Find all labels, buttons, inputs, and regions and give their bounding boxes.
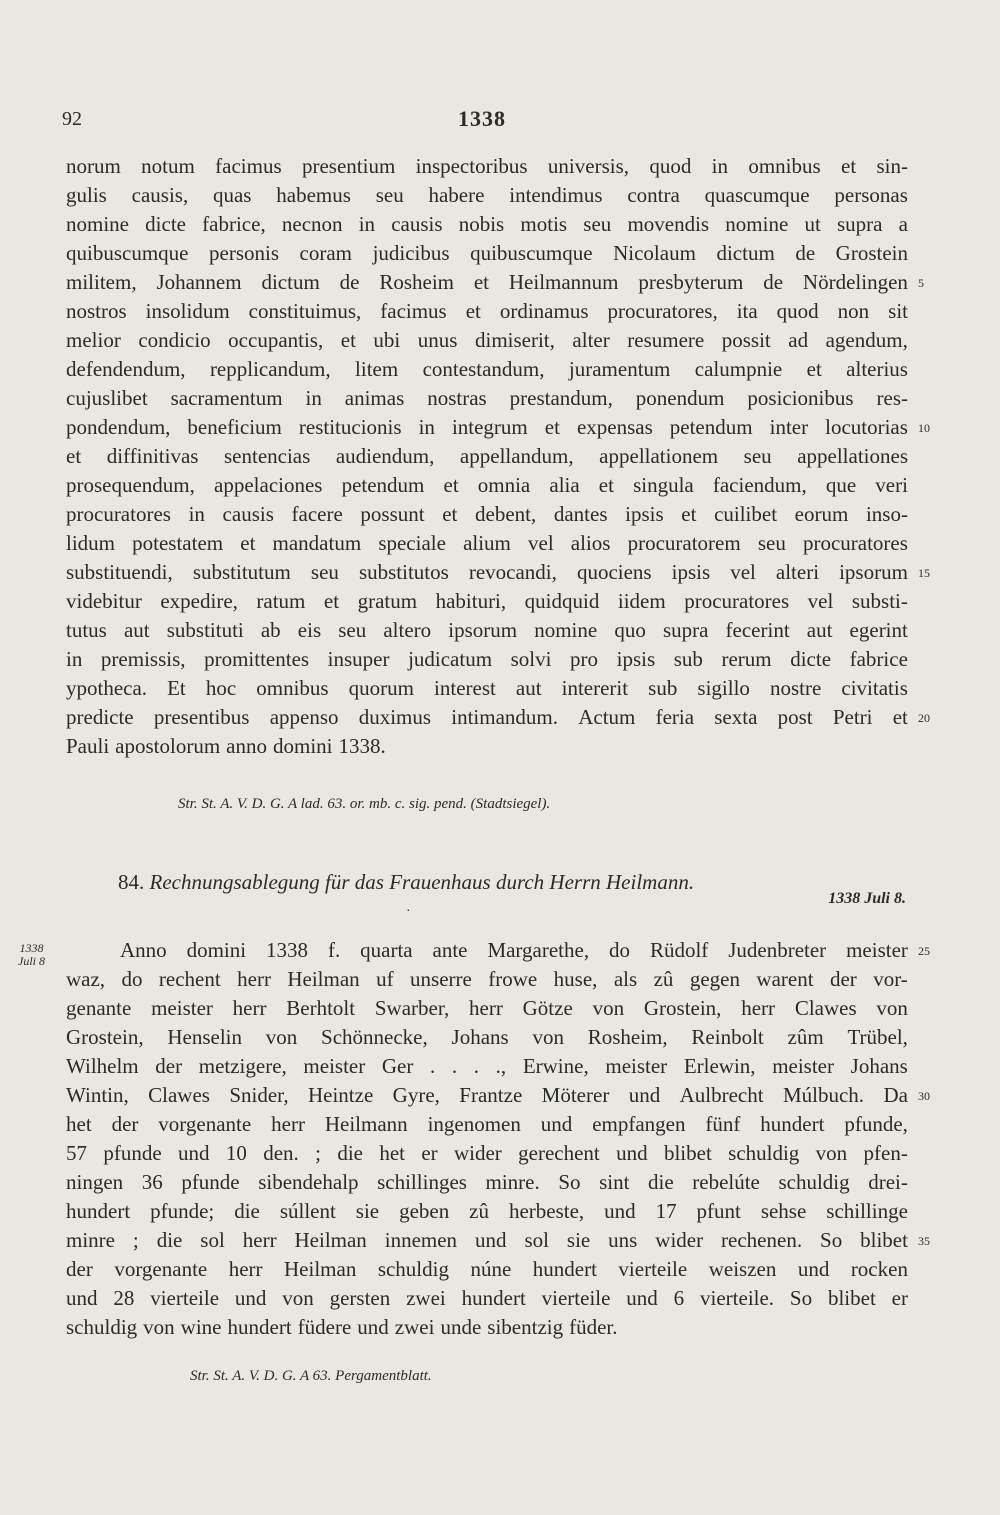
text-line: Wintin, Clawes Snider, Heintze Gyre, Frantze Möterer und Aulbrecht Múlbuch. Da [66, 1083, 908, 1107]
text-line: lidum potestatem et mandatum speciale alium vel alios procuratorem seu procuratores [66, 531, 908, 555]
text-line: substituendi, substitutum seu substitutos revocandi, quociens ipsis vel alteri ipsorum [66, 560, 908, 584]
text-line: cujuslibet sacramentum in animas nostras prestandum, ponendum posicionibus res- [66, 386, 908, 410]
text-line: gulis causis, quas habemus seu habere intendimus contra quascumque personas [66, 183, 908, 207]
margin-date [18, 942, 45, 968]
text-line: pondendum, beneficium restitucionis in integrum et expensas petendum inter locutorias [66, 415, 908, 439]
text-line: Grostein, Henselin von Schönnecke, Johans von Rosheim, Reinbolt zûm Trübel, [66, 1025, 908, 1049]
text-line: ypotheca. Et hoc omnibus quorum interest aut intererit sub sigillo nostre civitatis [66, 676, 908, 700]
text-line: quibuscumque personis coram judicibus quibuscumque Nicolaum dictum de Grostein [66, 241, 908, 265]
source-note: Str. St. A. V. D. G. A lad. 63. or. mb. c. sig. pend. (Stadtsiegel). [178, 796, 551, 812]
text-line: norum notum facimus presentium inspectoribus universis, quod in omnibus et sin- [66, 154, 908, 178]
text-line: ningen 36 pfunde sibendehalp schillinges minre. So sint die rebelúte schuldig drei- [66, 1170, 908, 1194]
text-line: und 28 vierteile und von gersten zwei hundert vierteile und 6 vierteile. So blibet er [66, 1286, 908, 1310]
line-number: 30 [918, 1089, 930, 1103]
line-number: 15 [918, 566, 930, 580]
document-date: 1338 Juli 8. [828, 890, 906, 907]
text-line: videbitur expedire, ratum et gratum habituri, quidquid iidem procuratores vel substi- [66, 589, 908, 613]
text-line: prosequendum, appelaciones petendum et omnia alia et singula faciendum, que veri [66, 473, 908, 497]
text-line: tutus aut substituti ab eis seu altero ipsorum nomine quo supra fecerint aut egerint [66, 618, 908, 642]
text-line: minre ; die sol herr Heilman innemen und sol sie uns wider rechenen. So blibet [66, 1228, 908, 1252]
text-line: predicte presentibus appenso duximus intimandum. Actum feria sexta post Petri et [66, 705, 908, 729]
text-line: het der vorgenante herr Heilmann ingenomen und empfangen fünf hundert pfunde, [66, 1112, 908, 1136]
text-line: nostros insolidum constituimus, facimus et ordinamus procuratores, ita quod non sit [66, 299, 908, 323]
text-line: melior condicio occupantis, et ubi unus dimiserit, alter resumere possit ad agendum, [66, 328, 908, 352]
document-number: 84. [118, 870, 145, 894]
page-number: 92 [62, 108, 82, 130]
page-year-heading: 1338 [458, 106, 506, 131]
text-line: procuratores in causis facere possunt et debent, dantes ipsis et cuilibet eorum inso- [66, 502, 908, 526]
text-line: Anno domini 1338 f. quarta ante Margarethe, do Rüdolf Judenbreter meister [120, 938, 908, 962]
line-number: 10 [918, 421, 930, 435]
text-line: der vorgenante herr Heilman schuldig núne hundert vierteile weiszen und rocken [66, 1257, 908, 1281]
line-number: 35 [918, 1234, 930, 1248]
source-note: Str. St. A. V. D. G. A 63. Pergamentblatt. [190, 1368, 432, 1384]
text-line: nomine dicte fabrice, necnon in causis nobis motis seu movendis nomine ut supra a [66, 212, 908, 236]
text-line: 57 pfunde und 10 den. ; die het er wider gerechent und blibet schuldig von pfen- [66, 1141, 908, 1165]
line-number: 25 [918, 944, 930, 958]
text-line: militem, Johannem dictum de Rosheim et Heilmannum presbyterum de Nördelingen [66, 270, 908, 294]
text-line: waz, do rechent herr Heilman uf unserre frowe huse, als zû gegen warent der vor- [66, 967, 908, 991]
margin-date-day: Juli 8 [18, 954, 45, 968]
margin-date-year: 1338 [19, 941, 44, 955]
line-number: 5 [918, 276, 924, 290]
text-line: et diffinitivas sentencias audiendum, appellandum, appellationem seu appellationes [66, 444, 908, 468]
document-title: Rechnungsablegung für das Frauenhaus durch Herrn Heilmann. [149, 870, 695, 894]
text-line: defendendum, repplicandum, litem contestandum, juramentum calumpnie et alterius [66, 357, 908, 381]
text-line: Wilhelm der metzigere, meister Ger . . . ., Erwine, meister Erlewin, meister Johans [66, 1054, 908, 1078]
separator-dot: · [406, 904, 411, 919]
document-heading [118, 870, 694, 895]
text-line: in premissis, promittentes insuper judicatum solvi pro ipsis sub rerum dicte fabrice [66, 647, 908, 671]
line-number: 20 [918, 711, 930, 725]
text-line: hundert pfunde; die súllent sie geben zû herbeste, und 17 pfunt sehse schillinge [66, 1199, 908, 1223]
text-line-last: schuldig von wine hundert füdere und zwei unde sibentzig füder. [66, 1315, 618, 1339]
text-line-last: Pauli apostolorum anno domini 1338. [66, 734, 386, 758]
text-line: genante meister herr Berhtolt Swarber, herr Götze von Grostein, herr Clawes von [66, 996, 908, 1020]
